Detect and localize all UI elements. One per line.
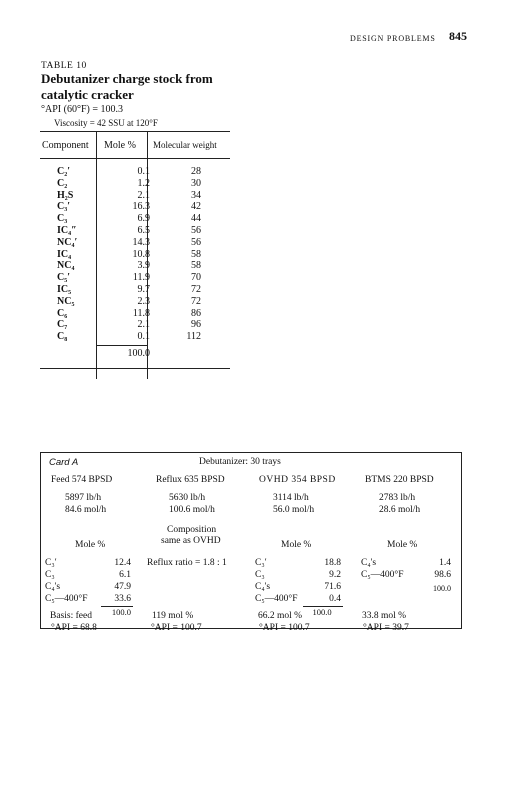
feed-mole-header: Mole % [75,540,106,550]
mole-cell: 11.8 [132,307,150,319]
btms-comp-total: 100.0 [433,584,451,593]
mw-cell: 86 [191,307,201,319]
mw-cell: 34 [191,189,201,201]
ovhd-lb: 3114 lb/h [273,493,309,503]
mole-cell: 2.1 [137,189,150,201]
reflux-basis: 119 mol % [152,611,194,621]
component-column [57,166,77,343]
component-cell: C₆ [57,307,68,319]
mw-cell: 28 [191,166,201,177]
feed-comp-total: 100.0 [111,607,131,617]
running-title: DESIGN PROBLEMS [350,34,436,43]
reflux-ratio: Reflux ratio = 1.8 : 1 [147,558,227,568]
page-number: 845 [449,29,467,43]
ovhd-comp-value: 71.6 [324,582,341,592]
reflux-lb: 5630 lb/h [169,493,206,503]
mole-cell: 16.3 [132,201,150,213]
mw-cell: 70 [191,272,201,284]
btms-comp-name: C₅—400°F [361,570,404,580]
feed-comp-name: C₃ [45,570,55,580]
mole-cell: 0.1 [137,166,150,177]
component-cell: NC₅ [57,295,75,307]
table-total: 100.0 [127,348,150,359]
feed-mol: 84.6 mol/h [65,505,107,515]
component-cell: C₃ [57,213,68,225]
component-cell: NC₄ [57,260,75,272]
table-title: Debutanizer charge stock from catalytic cracker [41,71,213,102]
mole-cell: 14.3 [132,236,150,248]
table-bottom-rule [40,368,230,369]
component-cell: IC₄″ [57,224,77,236]
component-cell: C₈ [57,331,68,343]
column-header-component: Component [42,140,89,151]
mole-cell: 1.2 [137,177,150,189]
ovhd-comp-name: C₃ [255,570,265,580]
mw-cell: 112 [186,331,201,343]
total-rule [96,345,147,346]
mole-cell: 2.3 [137,295,150,307]
feed-comp-value: 33.6 [114,594,131,604]
mole-cell: 6.5 [137,224,150,236]
feed-lb: 5897 lb/h [65,493,102,503]
ovhd-comp-name: C₃′ [255,558,267,568]
ovhd-api: °API = 100.7 [259,623,310,633]
mole-cell: 9.7 [137,283,150,295]
btms-api: °API = 39.7 [363,623,409,633]
table-top-rule [40,131,230,132]
ovhd-comp-value: 18.8 [324,558,341,568]
ovhd-comp-total: 100.0 [312,607,332,617]
mole-cell: 10.8 [132,248,150,260]
card-a [40,452,462,633]
feed-comp-value: 12.4 [114,558,131,568]
feed-comp-name: C₄'s [45,582,61,592]
mw-cell: 72 [191,295,201,307]
mole-cell: 6.9 [137,213,150,225]
feed-header: Feed 574 BPSD [51,475,113,485]
btms-comp-name: C₄'s [361,558,377,568]
mole-column [110,166,150,343]
feed-comp-value: 47.9 [114,582,131,592]
basis-label: Basis: feed [50,611,92,621]
component-cell: C₂′ [57,166,71,177]
ovhd-mole-header: Mole % [281,540,312,550]
mw-cell: 42 [191,201,201,213]
reflux-header: Reflux 635 BPSD [156,475,225,485]
component-cell: IC₄ [57,248,72,260]
feed-comp-name: C₅—400°F [45,594,88,604]
feed-comp-value: 6.1 [119,570,131,580]
ovhd-comp-name: C₅—400°F [255,594,298,604]
card-title: Debutanizer: 30 trays [199,457,281,467]
btms-comp-value: 98.6 [434,570,451,580]
btms-lb: 2783 lb/h [379,493,416,503]
table-divider-left [96,131,97,379]
component-cell: C₂ [57,177,68,189]
mw-cell: 58 [191,260,201,272]
ovhd-comp-value: 0.4 [329,594,341,604]
composition-label: Composition [167,525,217,535]
mole-cell: 0.1 [137,331,150,343]
reflux-mol: 100.6 mol/h [169,505,215,515]
mw-cell: 56 [191,224,201,236]
ovhd-comp-name: C₄'s [255,582,271,592]
feed-api: °API = 68.8 [51,623,97,633]
card-label: Card A [49,457,79,468]
ovhd-basis: 66.2 mol % [258,611,303,621]
mole-cell: 11.9 [132,272,150,284]
same-as-label: same as OVHD [161,536,221,546]
reflux-api: °API = 100.7 [151,623,202,633]
btms-comp-value: 1.4 [439,558,451,568]
mole-cell: 3.9 [137,260,150,272]
mole-cell: 2.1 [137,319,150,331]
component-cell: C₃′ [57,201,71,213]
column-header-mw: Molecular weight [153,140,217,150]
mw-cell: 96 [191,319,201,331]
table-api: °API (60°F) = 100.3 [41,104,123,115]
table-label: TABLE 10 [41,61,87,71]
mw-cell: 58 [191,248,201,260]
mw-cell: 30 [191,177,201,189]
mw-cell: 44 [191,213,201,225]
table-viscosity: Viscosity = 42 SSU at 120°F [54,118,158,128]
ovhd-mol: 56.0 mol/h [273,505,315,515]
feed-comp-name: C₃′ [45,558,57,568]
ovhd-header: OVHD 354 BPSD [259,475,336,485]
table-header-rule [40,158,230,159]
mw-cell: 72 [191,283,201,295]
component-cell: H₂S [57,189,74,201]
column-header-mole: Mole % [104,140,136,151]
component-cell: NC₄′ [57,236,78,248]
btms-header: BTMS 220 BPSD [365,475,434,485]
mw-cell: 56 [191,236,201,248]
component-cell: C₇ [57,319,68,331]
component-cell: C₅′ [57,272,71,284]
btms-mol: 28.6 mol/h [379,505,421,515]
ovhd-comp-value: 9.2 [329,570,341,580]
mw-column [170,166,201,343]
btms-basis: 33.8 mol % [362,611,407,621]
component-cell: IC₅ [57,283,72,295]
btms-mole-header: Mole % [387,540,418,550]
